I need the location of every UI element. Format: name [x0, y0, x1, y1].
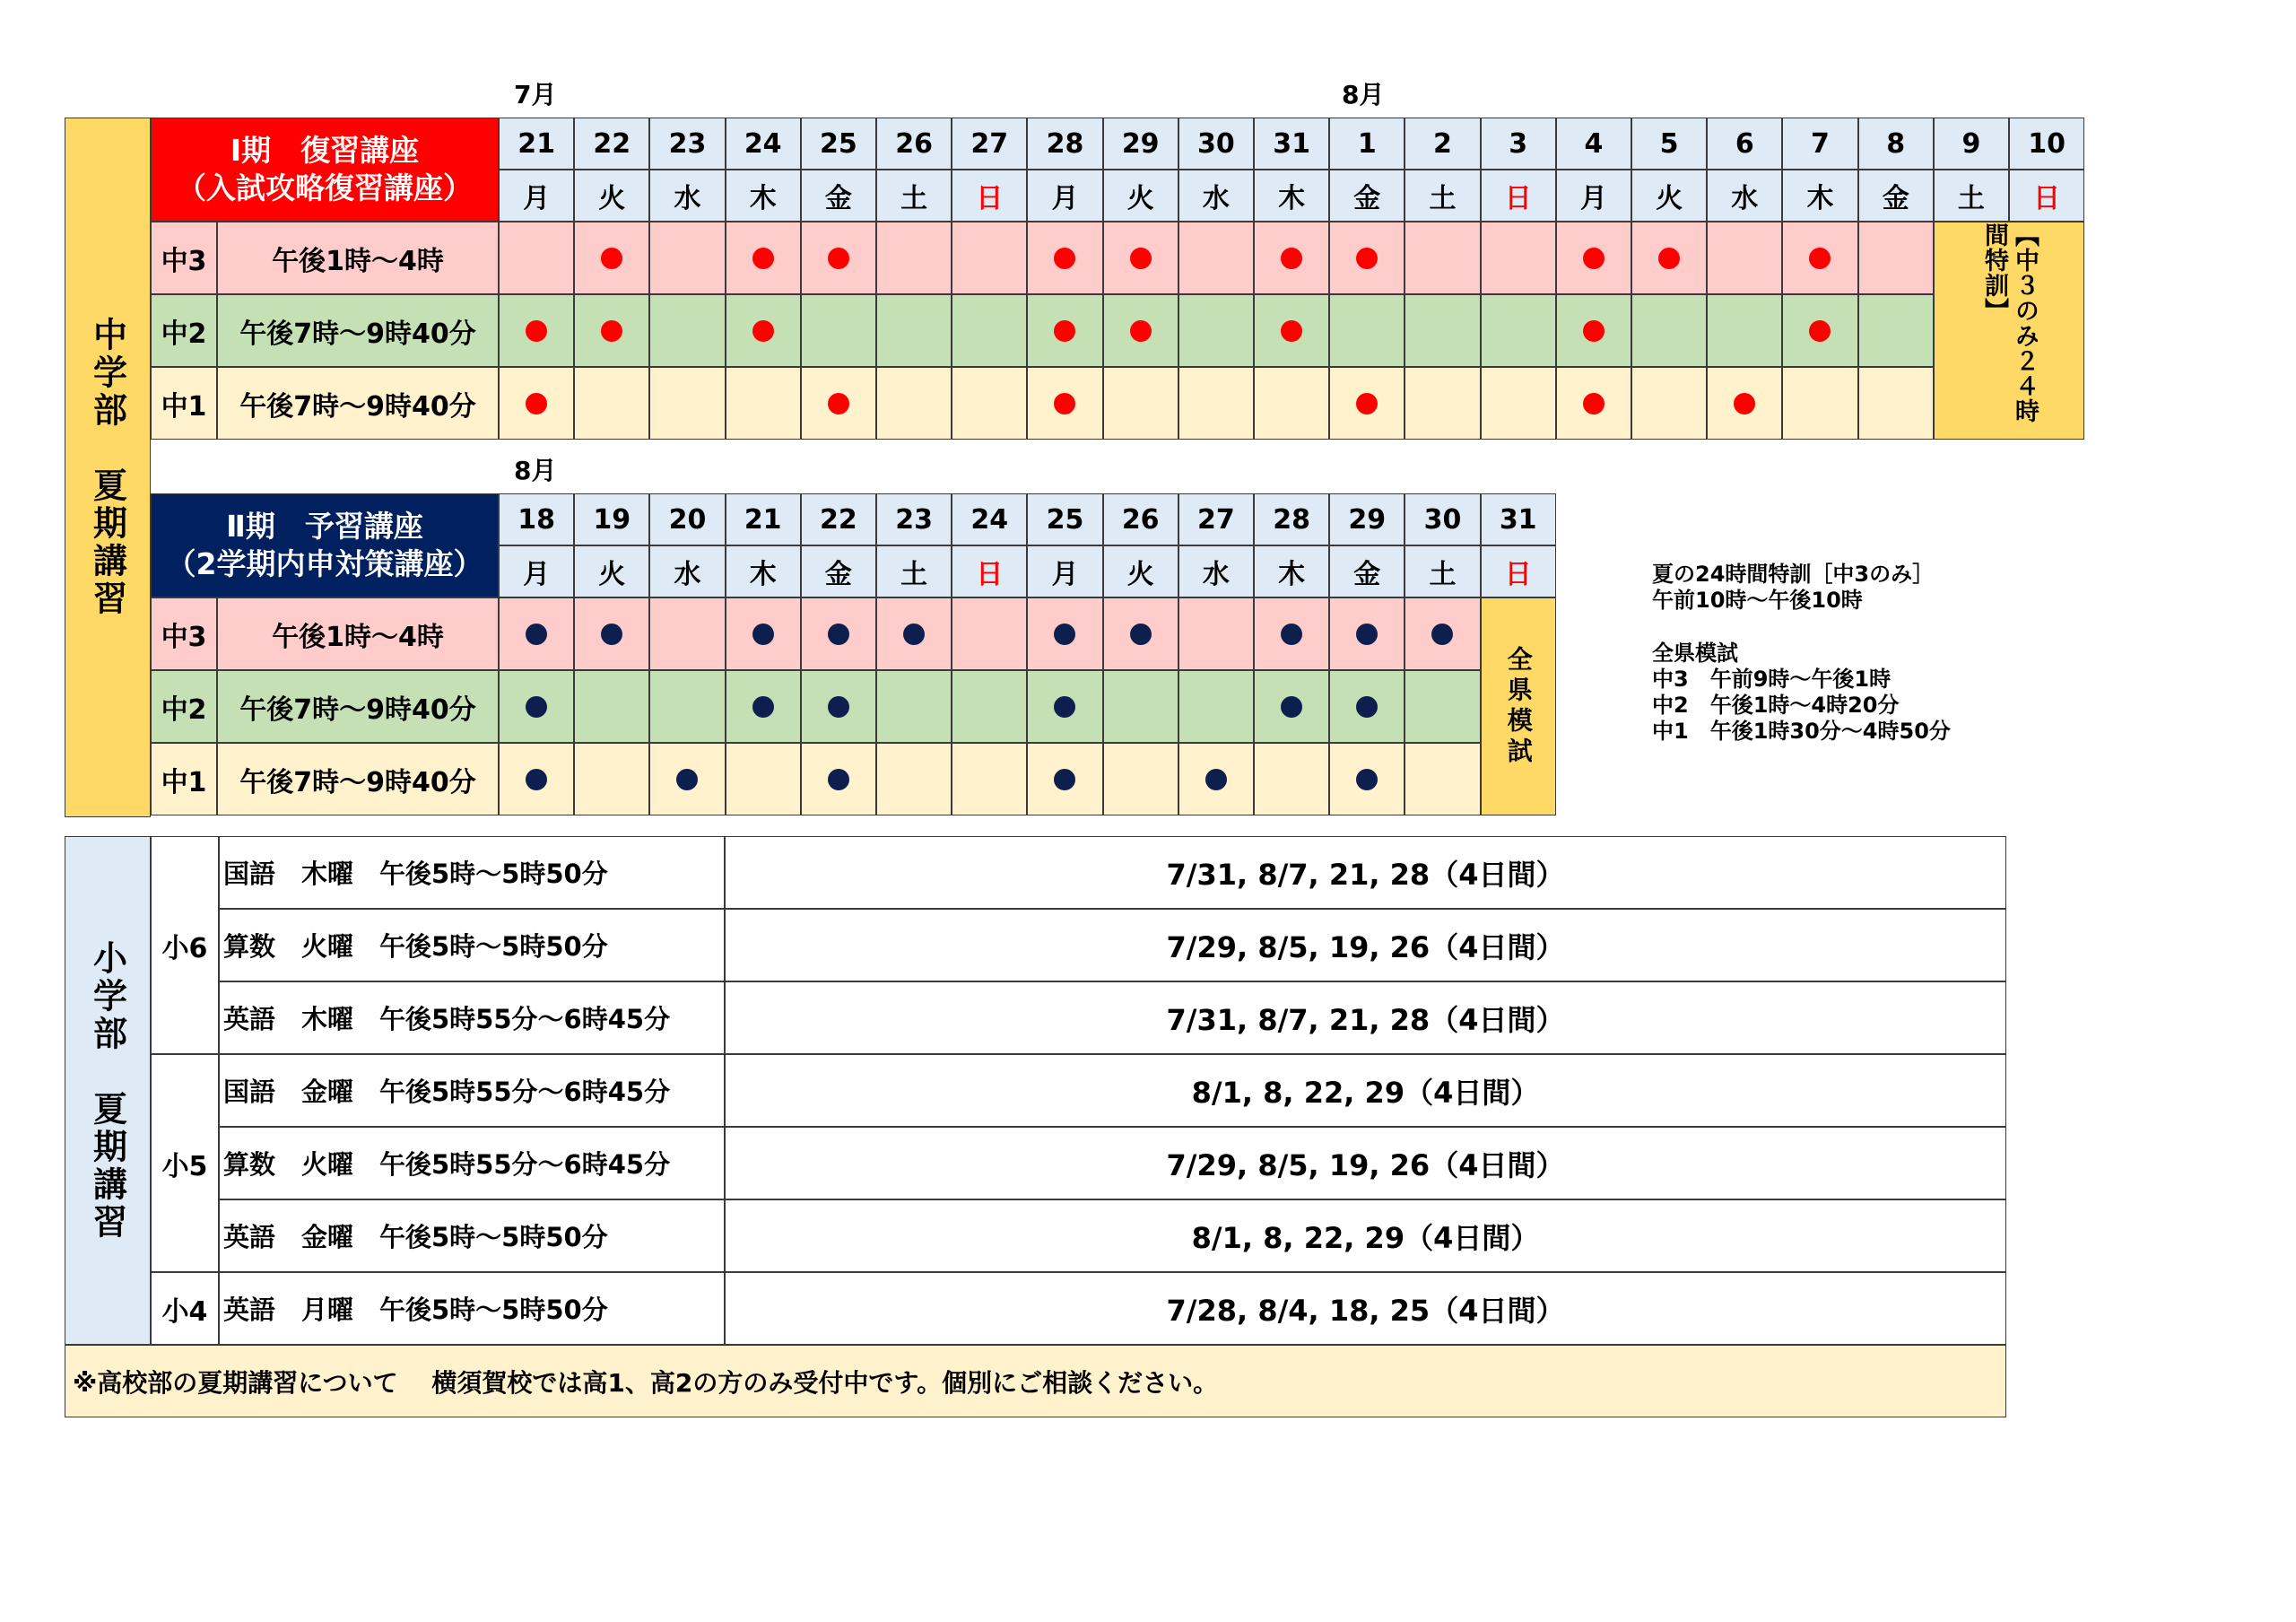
period1-date-cell: 4: [1556, 118, 1631, 170]
period2-schedule-cell: [726, 743, 801, 815]
period1-date-cell: 1: [1329, 118, 1405, 170]
period2-date-cell: 24: [952, 493, 1027, 545]
period1-schedule-cell: [876, 294, 952, 367]
elementary-dates-cell: 7/31, 8/7, 21, 28（4日間）: [725, 981, 2006, 1054]
period1-time-cell: 午後7時～9時40分: [217, 367, 499, 440]
class-day-dot: [1130, 248, 1152, 269]
period1-date-cell: 8: [1858, 118, 1934, 170]
elementary-course-cell: 国語 金曜 午後5時55分～6時45分: [219, 1054, 725, 1127]
period1-date-cell: 23: [649, 118, 725, 170]
period2-time-cell: 午後7時～9時40分: [217, 670, 499, 743]
period1-date-cell: 2: [1405, 118, 1480, 170]
period2-weekday-cell: 木: [1254, 545, 1329, 597]
period2-title-line: Ⅱ期 予習講座: [226, 509, 423, 544]
period1-schedule-cell: [876, 222, 952, 294]
period2-time-cell: 午後1時～4時: [217, 597, 499, 670]
period1-schedule-cell: [1254, 294, 1329, 367]
middle-school-side-label-text: 中学部 夏期講習: [87, 317, 127, 618]
period1-date-cell: 28: [1027, 118, 1102, 170]
period2-schedule-cell: [1405, 597, 1480, 670]
period2-schedule-cell: [876, 597, 952, 670]
period1-schedule-cell: [649, 367, 725, 440]
period1-weekday-cell: 日: [2009, 170, 2084, 222]
elementary-course-cell: 算数 火曜 午後5時～5時50分: [219, 909, 725, 981]
period1-schedule-cell: [1254, 222, 1329, 294]
period2-time-cell: 午後7時～9時40分: [217, 743, 499, 815]
period1-schedule-cell: [1707, 222, 1782, 294]
period1-weekday-cell: 木: [1782, 170, 1857, 222]
period2-date-cell: 20: [649, 493, 725, 545]
class-day-dot: [1281, 320, 1302, 342]
period1-weekday-cell: 火: [574, 170, 649, 222]
elementary-side-label: [65, 836, 151, 1345]
period2-date-cell: 21: [726, 493, 801, 545]
period1-weekday-cell: 土: [1405, 170, 1480, 222]
period1-title-line: Ⅰ期 復習講座: [230, 133, 420, 168]
period1-weekday-cell: 水: [649, 170, 725, 222]
period2-date-cell: 30: [1405, 493, 1480, 545]
elementary-dates-cell: 8/1, 8, 22, 29（4日間）: [725, 1199, 2006, 1272]
period1-schedule-cell: [952, 294, 1027, 367]
class-day-dot: [526, 393, 547, 414]
period1-schedule-cell: [801, 294, 876, 367]
class-day-dot: [1809, 320, 1831, 342]
class-day-dot: [1583, 248, 1605, 269]
period1-schedule-cell: [1707, 294, 1782, 367]
class-day-dot: [1281, 696, 1302, 718]
period1-schedule-cell: [1178, 294, 1254, 367]
period2-schedule-cell: [952, 670, 1027, 743]
period1-grade-cell: 中1: [151, 367, 217, 440]
period1-weekday-cell: 月: [1556, 170, 1631, 222]
period1-time-cell: 午後1時～4時: [217, 222, 499, 294]
period1-schedule-cell: [1631, 222, 1707, 294]
class-day-dot: [601, 248, 622, 269]
period1-schedule-cell: [649, 294, 725, 367]
period1-weekday-cell: 土: [1934, 170, 2009, 222]
period1-date-cell: 5: [1631, 118, 1707, 170]
note-mock-line: 中1 午後1時30分～4時50分: [1652, 719, 1951, 744]
period1-grade-cell: 中2: [151, 294, 217, 367]
period1-weekday-cell: 金: [801, 170, 876, 222]
class-day-dot: [828, 393, 849, 414]
elementary-course-cell: 英語 月曜 午後5時～5時50分: [219, 1272, 725, 1345]
class-day-dot: [1356, 248, 1378, 269]
period1-schedule-cell: [499, 367, 574, 440]
period1-schedule-cell: [1405, 222, 1480, 294]
period1-schedule-cell: [1254, 367, 1329, 440]
period2-schedule-cell: [1254, 670, 1329, 743]
period2-schedule-cell: [952, 597, 1027, 670]
period2-title-line: （2学期内申対策講座）: [166, 546, 483, 581]
period1-schedule-cell: [1631, 367, 1707, 440]
class-day-dot: [828, 769, 849, 790]
period2-schedule-cell: [649, 597, 725, 670]
period1-schedule-cell: [649, 222, 725, 294]
period1-schedule-cell: [1556, 222, 1631, 294]
period1-date-cell: 7: [1782, 118, 1857, 170]
period1-schedule-cell: [1556, 294, 1631, 367]
period2-schedule-cell: [1178, 597, 1254, 670]
class-day-dot: [752, 320, 774, 342]
middle-school-side-label: [65, 118, 151, 817]
period1-schedule-cell: [1103, 367, 1178, 440]
period1-title-line: （入試攻略復習講座）: [177, 170, 473, 205]
mock-exam-text: 全県模試: [1503, 645, 1534, 768]
period1-schedule-cell: [574, 294, 649, 367]
period1-grade-cell: 中3: [151, 222, 217, 294]
period1-date-cell: 25: [801, 118, 876, 170]
class-day-dot: [676, 769, 698, 790]
class-day-dot: [1431, 624, 1453, 645]
period2-schedule-cell: [801, 743, 876, 815]
period2-date-cell: 31: [1481, 493, 1556, 545]
period2-date-cell: 18: [499, 493, 574, 545]
class-day-dot: [752, 696, 774, 718]
period2-schedule-cell: [1103, 670, 1178, 743]
period1-schedule-cell: [574, 222, 649, 294]
period2-schedule-cell: [1027, 743, 1102, 815]
period2-weekday-cell: 木: [726, 545, 801, 597]
period2-schedule-cell: [801, 597, 876, 670]
period2-weekday-cell: 月: [1027, 545, 1102, 597]
note-special-time: 午前10時～午後10時: [1652, 588, 1863, 613]
period2-schedule-cell: [1027, 597, 1102, 670]
elementary-grade-cell: 小6: [151, 836, 219, 1054]
period2-schedule-cell: [649, 743, 725, 815]
period2-schedule-cell: [499, 597, 574, 670]
period2-date-cell: 27: [1178, 493, 1254, 545]
elementary-course-cell: 国語 木曜 午後5時～5時50分: [219, 836, 725, 909]
period2-schedule-cell: [1103, 597, 1178, 670]
mock-exam-label: [1481, 597, 1556, 815]
period1-date-cell: 22: [574, 118, 649, 170]
period1-weekday-cell: 金: [1858, 170, 1934, 222]
special-24h-training-label: [1934, 222, 2084, 440]
period2-weekday-cell: 水: [1178, 545, 1254, 597]
period2-schedule-cell: [1329, 743, 1405, 815]
class-day-dot: [1356, 769, 1378, 790]
class-day-dot: [828, 624, 849, 645]
class-day-dot: [1809, 248, 1831, 269]
class-day-dot: [903, 624, 925, 645]
elementary-dates-cell: 7/29, 8/5, 19, 26（4日間）: [725, 1127, 2006, 1199]
elementary-dates-cell: 7/28, 8/4, 18, 25（4日間）: [725, 1272, 2006, 1345]
period1-schedule-cell: [876, 367, 952, 440]
period1-schedule-cell: [1178, 367, 1254, 440]
period2-schedule-cell: [726, 670, 801, 743]
month-label-july: 7月: [514, 80, 557, 109]
period1-schedule-cell: [952, 222, 1027, 294]
elementary-course-cell: 算数 火曜 午後5時55分～6時45分: [219, 1127, 725, 1199]
period1-weekday-cell: 火: [1103, 170, 1178, 222]
period1-schedule-cell: [726, 294, 801, 367]
period2-weekday-cell: 火: [1103, 545, 1178, 597]
period1-title: [151, 118, 499, 222]
class-day-dot: [828, 696, 849, 718]
note-special-title: 夏の24時間特訓［中3のみ］: [1652, 562, 1935, 587]
period2-schedule-cell: [1405, 743, 1480, 815]
class-day-dot: [1734, 393, 1755, 414]
period2-schedule-cell: [1178, 743, 1254, 815]
period2-weekday-cell: 金: [801, 545, 876, 597]
elementary-dates-cell: 7/29, 8/5, 19, 26（4日間）: [725, 909, 2006, 981]
period1-schedule-cell: [1329, 222, 1405, 294]
period2-schedule-cell: [1103, 743, 1178, 815]
period2-weekday-cell: 土: [876, 545, 952, 597]
period2-schedule-cell: [1027, 670, 1102, 743]
period2-grade-cell: 中2: [151, 670, 217, 743]
elementary-course-cell: 英語 金曜 午後5時～5時50分: [219, 1199, 725, 1272]
class-day-dot: [1281, 248, 1302, 269]
period1-schedule-cell: [801, 222, 876, 294]
period1-date-cell: 21: [499, 118, 574, 170]
period1-date-cell: 6: [1707, 118, 1782, 170]
elementary-course-cell: 英語 木曜 午後5時55分～6時45分: [219, 981, 725, 1054]
elementary-grade-cell: 小5: [151, 1054, 219, 1272]
period1-weekday-cell: 土: [876, 170, 952, 222]
period1-schedule-cell: [1178, 222, 1254, 294]
class-day-dot: [1130, 624, 1152, 645]
period1-schedule-cell: [1405, 294, 1480, 367]
class-day-dot: [1658, 248, 1680, 269]
class-day-dot: [1054, 624, 1075, 645]
period2-grade-cell: 中1: [151, 743, 217, 815]
period1-date-cell: 24: [726, 118, 801, 170]
period2-weekday-cell: 日: [1481, 545, 1556, 597]
period1-schedule-cell: [1405, 367, 1480, 440]
period1-schedule-cell: [1556, 367, 1631, 440]
period1-schedule-cell: [1782, 222, 1857, 294]
period2-schedule-cell: [499, 670, 574, 743]
period2-schedule-cell: [726, 597, 801, 670]
elementary-dates-cell: 8/1, 8, 22, 29（4日間）: [725, 1054, 2006, 1127]
period1-date-cell: 3: [1481, 118, 1556, 170]
period2-date-cell: 23: [876, 493, 952, 545]
period2-schedule-cell: [952, 743, 1027, 815]
class-day-dot: [1356, 696, 1378, 718]
period2-date-cell: 29: [1329, 493, 1405, 545]
period2-date-cell: 19: [574, 493, 649, 545]
class-day-dot: [1054, 320, 1075, 342]
class-day-dot: [1356, 393, 1378, 414]
period1-schedule-cell: [1103, 294, 1178, 367]
period2-schedule-cell: [1254, 743, 1329, 815]
period1-schedule-cell: [1481, 294, 1556, 367]
class-day-dot: [601, 320, 622, 342]
period1-schedule-cell: [1027, 294, 1102, 367]
period2-weekday-cell: 日: [952, 545, 1027, 597]
period1-schedule-cell: [1027, 222, 1102, 294]
class-day-dot: [1130, 320, 1152, 342]
period2-title: [151, 493, 499, 597]
class-day-dot: [1583, 320, 1605, 342]
period1-date-cell: 31: [1254, 118, 1329, 170]
period1-time-cell: 午後7時～9時40分: [217, 294, 499, 367]
note-mock-line: 中3 午前9時～午後1時: [1652, 667, 1892, 692]
class-day-dot: [526, 624, 547, 645]
period2-weekday-cell: 水: [649, 545, 725, 597]
period2-schedule-cell: [1329, 597, 1405, 670]
period1-schedule-cell: [1858, 294, 1934, 367]
elementary-dates-cell: 7/31, 8/7, 21, 28（4日間）: [725, 836, 2006, 909]
period2-schedule-cell: [1405, 670, 1480, 743]
class-day-dot: [1281, 624, 1302, 645]
period2-schedule-cell: [649, 670, 725, 743]
period2-schedule-cell: [1254, 597, 1329, 670]
class-day-dot: [526, 696, 547, 718]
period2-weekday-cell: 金: [1329, 545, 1405, 597]
period2-date-cell: 25: [1027, 493, 1102, 545]
period1-schedule-cell: [952, 367, 1027, 440]
period1-schedule-cell: [1027, 367, 1102, 440]
period1-weekday-cell: 金: [1329, 170, 1405, 222]
period1-schedule-cell: [1782, 294, 1857, 367]
period1-schedule-cell: [499, 294, 574, 367]
period1-schedule-cell: [1329, 294, 1405, 367]
month-label-august: 8月: [1342, 80, 1385, 109]
period1-schedule-cell: [1858, 222, 1934, 294]
period1-schedule-cell: [1103, 222, 1178, 294]
period2-date-cell: 22: [801, 493, 876, 545]
period2-schedule-cell: [1329, 670, 1405, 743]
class-day-dot: [752, 248, 774, 269]
class-day-dot: [1054, 769, 1075, 790]
class-day-dot: [1054, 393, 1075, 414]
note-mock-title: 全県模試: [1652, 641, 1738, 666]
period1-weekday-cell: 木: [1254, 170, 1329, 222]
period1-date-cell: 26: [876, 118, 952, 170]
period1-schedule-cell: [1481, 222, 1556, 294]
period1-schedule-cell: [726, 367, 801, 440]
period2-schedule-cell: [1178, 670, 1254, 743]
period1-schedule-cell: [1858, 367, 1934, 440]
class-day-dot: [828, 248, 849, 269]
elementary-grade-cell: 小4: [151, 1272, 219, 1345]
period1-weekday-cell: 水: [1707, 170, 1782, 222]
period1-schedule-cell: [1481, 367, 1556, 440]
period2-weekday-cell: 土: [1405, 545, 1480, 597]
month-label-august-period2: 8月: [514, 456, 557, 485]
period1-weekday-cell: 月: [499, 170, 574, 222]
class-day-dot: [1054, 696, 1075, 718]
class-day-dot: [1583, 393, 1605, 414]
period1-schedule-cell: [499, 222, 574, 294]
period2-weekday-cell: 月: [499, 545, 574, 597]
period1-schedule-cell: [1631, 294, 1707, 367]
period1-schedule-cell: [1782, 367, 1857, 440]
class-day-dot: [1356, 624, 1378, 645]
period2-schedule-cell: [801, 670, 876, 743]
period2-schedule-cell: [499, 743, 574, 815]
period1-weekday-cell: 水: [1178, 170, 1254, 222]
period1-weekday-cell: 火: [1631, 170, 1707, 222]
class-day-dot: [1205, 769, 1227, 790]
period2-weekday-cell: 火: [574, 545, 649, 597]
period2-grade-cell: 中3: [151, 597, 217, 670]
class-day-dot: [526, 769, 547, 790]
class-day-dot: [1054, 248, 1075, 269]
period1-date-cell: 9: [1934, 118, 2009, 170]
period1-weekday-cell: 日: [1481, 170, 1556, 222]
period2-date-cell: 28: [1254, 493, 1329, 545]
class-day-dot: [526, 320, 547, 342]
elementary-side-label-text: 小学部 夏期講習: [87, 939, 127, 1242]
period1-date-cell: 10: [2009, 118, 2084, 170]
period2-schedule-cell: [876, 670, 952, 743]
period1-schedule-cell: [801, 367, 876, 440]
special-24h-training-text: 【中３のみ２４時間特訓】: [1979, 222, 2039, 423]
period1-date-cell: 30: [1178, 118, 1254, 170]
period1-weekday-cell: 日: [952, 170, 1027, 222]
period2-date-cell: 26: [1103, 493, 1178, 545]
period2-schedule-cell: [876, 743, 952, 815]
period1-weekday-cell: 木: [726, 170, 801, 222]
note-mock-line: 中2 午後1時～4時20分: [1652, 693, 1900, 718]
period2-schedule-cell: [574, 597, 649, 670]
class-day-dot: [601, 624, 622, 645]
period1-weekday-cell: 月: [1027, 170, 1102, 222]
period1-date-cell: 29: [1103, 118, 1178, 170]
period1-schedule-cell: [1707, 367, 1782, 440]
period2-schedule-cell: [574, 670, 649, 743]
period1-schedule-cell: [726, 222, 801, 294]
period1-schedule-cell: [574, 367, 649, 440]
period1-date-cell: 27: [952, 118, 1027, 170]
footer-note: ※高校部の夏期講習について 横須賀校では高1、高2の方のみ受付中です。個別にご相談ください。: [65, 1345, 2006, 1417]
class-day-dot: [752, 624, 774, 645]
period2-schedule-cell: [574, 743, 649, 815]
period1-schedule-cell: [1329, 367, 1405, 440]
